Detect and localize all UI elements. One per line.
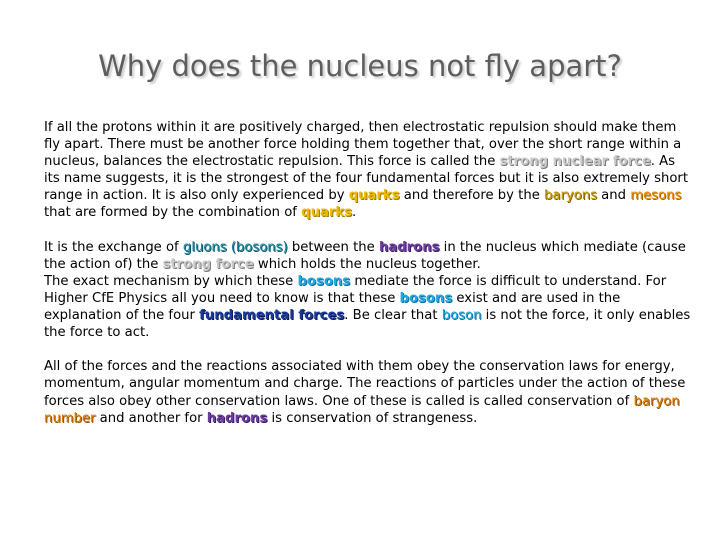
text-run: All of the forces and the reactions associated with them obey the conservation laws for energy, momentum, angular momentum and charge. The reactions of particles under the action of these forces also obey other conservation laws. One of these is called is called conservation of — [44, 359, 686, 409]
text-run: which holds the nucleus together. — [253, 256, 481, 272]
slide-body — [44, 119, 692, 444]
term-baryon-number: baryon number — [44, 393, 680, 426]
text-run: . — [351, 205, 357, 221]
term-bosons: bosons — [399, 290, 453, 306]
text-run: is not the force, it only enables the force to act. — [44, 308, 691, 341]
text-run: is conservation of strangeness. — [267, 410, 478, 426]
text-run: It is the exchange of — [44, 239, 183, 255]
text-run: The exact mechanism by which these — [44, 273, 298, 289]
text-run: in the nucleus which mediate (cause the action of) the — [44, 239, 686, 272]
term-baryons: baryons — [544, 188, 597, 204]
term-strong-nuclear-force: strong nuclear force — [499, 154, 651, 170]
term-bosons: bosons — [297, 273, 351, 289]
paragraph-conservation — [44, 358, 692, 426]
term-quarks: quarks — [301, 205, 352, 221]
text-run: and therefore by the — [399, 188, 544, 204]
paragraph-bosons — [44, 239, 692, 342]
term-hadrons: hadrons — [206, 410, 268, 426]
text-run: If all the protons within it are positively charged, then electrostatic repulsion should make them fly apart. There must be another force holding them together that, over the short range within a nucleus, balances the electrostatic repulsion. This force is called the — [44, 120, 682, 170]
text-run: exist and are used in the explanation of the four — [44, 290, 621, 324]
slide-title: Why does the nucleus not fly apart? — [98, 49, 622, 83]
text-run: and — [596, 188, 631, 204]
term-quarks: quarks — [348, 188, 400, 204]
text-run: between the — [287, 239, 379, 255]
term-mesons: mesons — [630, 188, 682, 204]
text-run: and another for — [95, 410, 207, 426]
term-hadrons: hadrons — [378, 239, 440, 255]
term-fundamental-forces: fundamental forces — [199, 308, 345, 324]
text-run: . As its name suggests, it is the strongest of the four fundamental forces but it is also extremely short range in action. It is also only experienced by — [44, 154, 689, 204]
term-strong-force: strong force — [162, 256, 254, 272]
paragraph-strong-force — [44, 119, 692, 222]
term-gluons: gluons (bosons) — [182, 239, 288, 255]
text-run: that are formed by the combination of — [44, 205, 302, 221]
text-run: mediate the force is difficult to understand. For Higher CfE Physics all you need to know is that these — [44, 273, 667, 306]
text-run: . Be clear that — [344, 308, 442, 324]
term-boson: boson — [441, 308, 482, 324]
